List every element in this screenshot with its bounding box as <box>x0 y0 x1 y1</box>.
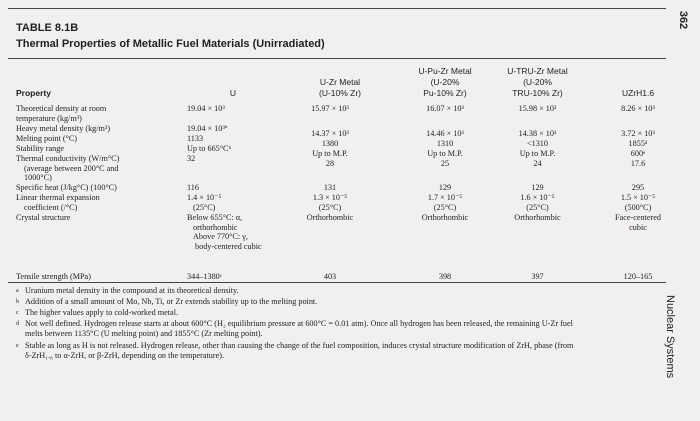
uzrh-expansion: 1.5 × 10⁻⁵ (500°C) <box>620 193 656 212</box>
running-head: Nuclear Systems <box>664 295 676 379</box>
header-upuzr: U-Pu-Zr Metal (U-20% Pu-10% Zr) <box>418 66 472 98</box>
label-tensile: Tensile strength (MPa) <box>16 272 91 281</box>
label-specific-heat: Specific heat (J/kg°C) (100°C) <box>16 183 117 192</box>
uzr-expansion: 1.3 × 10⁻⁵ (25°C) <box>312 193 348 212</box>
header-utruzr: U-TRU-Zr Metal (U-20% TRU-10% Zr) <box>507 66 568 98</box>
uzrh-stability: 600ᵉ <box>630 149 646 158</box>
upuzr-density: 16.07 × 10³ <box>426 104 464 113</box>
u-heavy-density: 19.04 × 10³ª <box>187 124 228 133</box>
upuzr-specific-heat: 129 <box>438 183 452 192</box>
u-density: 19.04 × 10³ <box>187 104 225 113</box>
uzr-tensile: 403 <box>323 272 337 281</box>
utruzr-density: 15.98 × 10³ <box>518 104 557 113</box>
u-expansion: 1.4 × 10⁻⁵ (25°C) <box>187 193 222 212</box>
uzrh-conductivity: 17.6 <box>630 159 646 168</box>
label-heavy-density: Heavy metal density (kg/m³) <box>16 124 111 133</box>
utruzr-stability: Up to M.P. <box>519 149 556 158</box>
utruzr-crystal: Orthorhombic <box>514 213 561 222</box>
u-crystal: Below 655°C: α, orthorhombic Above 770°C: γ, body-centered cubic <box>187 213 262 251</box>
u-conductivity: 32 <box>187 154 196 163</box>
footnote-d: d Not well defined. Hydrogen release starts at about 600°C (H₂ equilibrium pressure at 600°C = 0.01 atm). Once all hydrogen has been released, the remaining U-Zr fuel melts between 1135°C (U melting point) and 1855°C (Zr melting point). <box>16 319 573 338</box>
footnote-e: e Stable as long as H is not released. Hydrogen release, other than causing the change of the fuel composition, induces crystal structure modification of ZrH, phase (from δ-ZrH₁.₆ to α-ZrH, or β-ZrH, depending on the temperature). <box>16 341 574 360</box>
upuzr-expansion: 1.7 × 10⁻⁵ (25°C) <box>427 193 463 212</box>
u-stability: Up to 665°Cᵇ <box>187 144 232 153</box>
upuzr-tensile: 398 <box>438 272 452 281</box>
table-subtitle: Thermal Properties of Metallic Fuel Materials (Unirradiated) <box>16 38 325 50</box>
upuzr-melting: 1310 <box>436 139 454 148</box>
header-uzrh: UZrH1.6 <box>621 88 655 98</box>
label-stability: Stability range <box>16 144 64 153</box>
uzr-density: 15.97 × 10³ <box>311 104 349 113</box>
uzr-specific-heat: 131 <box>323 183 337 192</box>
utruzr-expansion: 1.6 × 10⁻⁵ (25°C) <box>520 193 555 212</box>
uzr-stability: Up to M.P. <box>312 149 348 158</box>
u-tensile: 344–1380ᶜ <box>187 272 222 281</box>
uzrh-tensile: 120–165 <box>623 272 653 281</box>
label-expansion: Linear thermal expansion coefficient (/°C) <box>16 193 100 212</box>
table-header-rule <box>8 58 666 59</box>
label-conductivity: Thermal conductivity (W/m°C) (average between 200°C and 1000°C) <box>16 154 120 183</box>
footnote-b: b Addition of a small amount of Mo, Nb, Ti, or Zr extends stability up to the melting point. <box>16 297 318 306</box>
utruzr-melting: <1310 <box>527 139 548 148</box>
uzrh-heavy-density: 3.72 × 10³ <box>621 129 655 138</box>
header-property: Property <box>16 88 51 98</box>
page-number: 362 <box>677 10 690 30</box>
uzrh-melting: 1855ᵈ <box>628 139 648 148</box>
label-crystal: Crystal structure <box>16 213 71 222</box>
upuzr-stability: Up to M.P. <box>427 149 463 158</box>
u-melting: 1133 <box>187 134 204 143</box>
upuzr-heavy-density: 14.46 × 10³ <box>426 129 464 138</box>
utruzr-conductivity: 24 <box>533 159 542 168</box>
utruzr-heavy-density: 14.38 × 10³ <box>518 129 557 138</box>
uzrh-density: 8.26 × 10³ <box>621 104 655 113</box>
table-title: TABLE 8.1B <box>16 22 79 34</box>
header-u: U <box>229 88 237 98</box>
uzr-heavy-density: 14.37 × 10³ <box>311 129 349 138</box>
upuzr-conductivity: 25 <box>440 159 450 168</box>
label-density: Theoretical density at room temperature (kg/m³) <box>16 104 107 123</box>
uzr-melting: 1380 <box>321 139 339 148</box>
uzrh-crystal: Face-centered cubic <box>615 213 661 232</box>
header-uzr: U-Zr Metal (U-10% Zr) <box>318 77 362 98</box>
uzr-crystal: Orthorhombic <box>306 213 354 222</box>
label-melting: Melting point (°C) <box>16 134 78 143</box>
uzr-conductivity: 28 <box>325 159 335 168</box>
utruzr-tensile: 397 <box>531 272 544 281</box>
footnote-a: a Uranium metal density in the compound at its theoretical density. <box>16 286 239 295</box>
upuzr-crystal: Orthorhombic <box>421 213 469 222</box>
uzrh-specific-heat: 295 <box>631 183 645 192</box>
footnote-c: c The higher values apply to cold-worked metal. <box>16 308 179 317</box>
table-top-rule <box>8 8 666 9</box>
utruzr-specific-heat: 129 <box>531 183 544 192</box>
u-specific-heat: 116 <box>187 183 199 192</box>
table-bottom-rule <box>8 282 666 283</box>
